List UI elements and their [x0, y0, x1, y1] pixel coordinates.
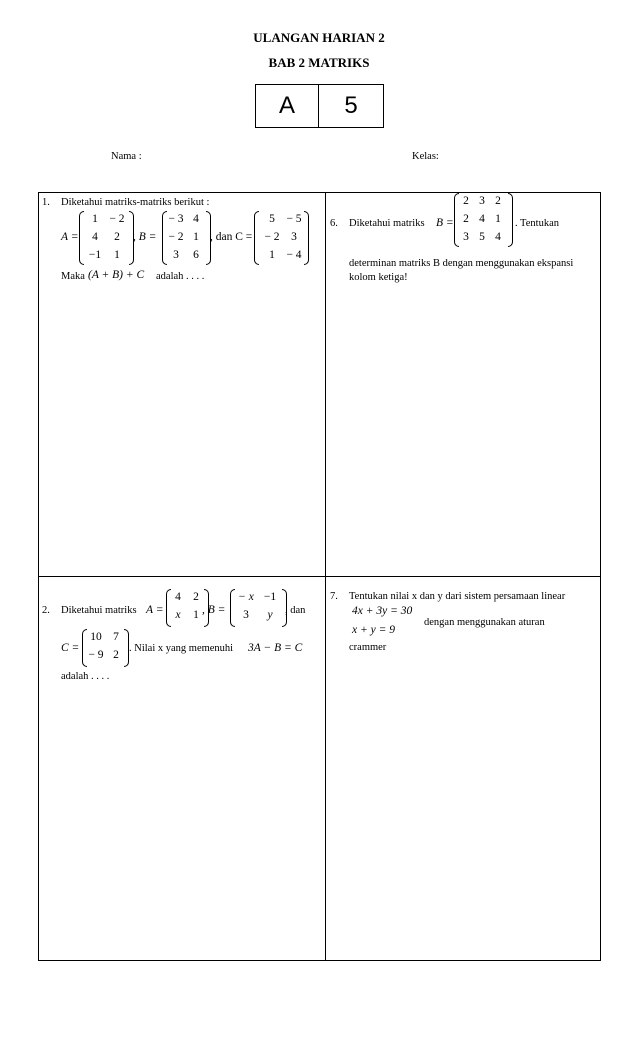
page-title: ULANGAN HARIAN 2: [253, 30, 385, 45]
matrix-cell: 1: [114, 249, 120, 261]
q1-a-label: A =: [61, 231, 79, 243]
matrix-right-bracket: [508, 193, 513, 247]
matrix-cell: − 4: [286, 249, 302, 261]
matrix-right-bracket: [304, 211, 309, 265]
q1-expression: (A + B) + C: [88, 269, 145, 281]
q2-a-label: A =: [146, 604, 164, 616]
q2-tail2: adalah . . . .: [61, 671, 110, 682]
q2-tail1: , dan: [285, 605, 306, 616]
packet-number-box: 5: [318, 84, 384, 128]
matrix-cell: 1: [193, 231, 199, 243]
matrix-cell: − 9: [88, 649, 104, 661]
matrix-cell: 4: [479, 213, 485, 225]
matrix-cell: 1: [495, 213, 501, 225]
table-row-divider: [38, 576, 601, 577]
matrix-cell: 2: [495, 195, 501, 207]
packet-code-box: A: [255, 84, 319, 128]
matrix-cell: 2: [113, 649, 119, 661]
q1-matrix-b: [162, 211, 212, 265]
matrix-cell: − 5: [286, 213, 302, 225]
q6-number: 6.: [330, 218, 338, 229]
q7-line1: Tentukan nilai x dan y dari sistem persamaan linear: [349, 591, 566, 602]
q2-condition: . Nilai x yang memenuhi: [129, 643, 234, 654]
matrix-cell: 2: [463, 213, 469, 225]
matrix-cell: x: [175, 609, 181, 621]
matrix-cell: 1: [269, 249, 275, 261]
matrix-cell: − 2: [109, 213, 125, 225]
q7-method: dengan menggunakan aturan: [424, 617, 545, 628]
matrix-cell: 5: [479, 231, 485, 243]
q7-number: 7.: [330, 591, 338, 602]
matrix-cell: 2: [193, 591, 199, 603]
q6-line3: kolom ketiga!: [349, 272, 408, 283]
q6-line2: determinan matriks B dengan menggunakan ekspansi: [349, 258, 574, 269]
q7-equation-2: x + y = 9: [352, 624, 395, 636]
matrix-cell: − 3: [168, 213, 184, 225]
q1-matrix-a: [79, 211, 134, 265]
q7-line-end: crammer: [349, 642, 387, 653]
matrix-cell: − x: [238, 591, 254, 603]
q6-intro: Diketahui matriks: [349, 218, 425, 229]
q6-b-label: B =: [436, 217, 454, 229]
q2-intro: Diketahui matriks: [61, 605, 137, 616]
matrix-cell: 4: [92, 231, 98, 243]
matrix-cell: 3: [479, 195, 485, 207]
matrix-cell: 10: [90, 631, 102, 643]
matrix-cell: 5: [269, 213, 275, 225]
q2-sep1: , B =: [202, 604, 226, 616]
q1-number: 1.: [42, 197, 50, 208]
matrix-cell: − 2: [168, 231, 184, 243]
matrix-cell: −1: [263, 591, 277, 603]
q2-matrix-b: [230, 589, 286, 627]
matrix-cell: 1: [193, 609, 199, 621]
matrix-cell: 2: [463, 195, 469, 207]
q2-matrix-c: [82, 629, 130, 667]
q1-sep2: , dan C =: [210, 231, 253, 243]
q6-matrix-b: [454, 193, 514, 247]
matrix-cell: 3: [291, 231, 297, 243]
q2-number: 2.: [42, 605, 50, 616]
q1-matrix-c: [254, 211, 309, 265]
matrix-cell: 3: [173, 249, 179, 261]
q1-intro: Diketahui matriks-matriks berikut :: [61, 197, 210, 208]
class-label: Kelas:: [412, 151, 439, 162]
matrix-cell: − 2: [264, 231, 280, 243]
q7-equation-1: 4x + 3y = 30: [352, 605, 413, 617]
matrix-cell: 3: [463, 231, 469, 243]
matrix-cell: 4: [495, 231, 501, 243]
matrix-left-bracket: [254, 211, 259, 265]
matrix-cell: 6: [193, 249, 199, 261]
q2-c-label: C =: [61, 642, 80, 654]
matrix-cell: 7: [113, 631, 119, 643]
matrix-cell: 4: [193, 213, 199, 225]
matrix-cell: 3: [243, 609, 249, 621]
q1-maka: Maka: [61, 271, 85, 282]
q1-sep1: , B =: [133, 231, 157, 243]
q6-tail1: . Tentukan: [515, 218, 559, 229]
matrix-left-bracket: [79, 211, 84, 265]
q2-equation: 3A − B = C: [248, 642, 303, 654]
matrix-cell: 2: [114, 231, 120, 243]
matrix-cell: 1: [92, 213, 98, 225]
matrix-cell: 4: [175, 591, 181, 603]
matrix-cell: −1: [88, 249, 102, 261]
matrix-cell: y: [267, 609, 273, 621]
q1-tail: adalah . . . .: [156, 271, 205, 282]
matrix-left-bracket: [230, 589, 235, 627]
page-subtitle: BAB 2 MATRIKS: [268, 55, 370, 70]
name-label: Nama :: [111, 151, 142, 162]
